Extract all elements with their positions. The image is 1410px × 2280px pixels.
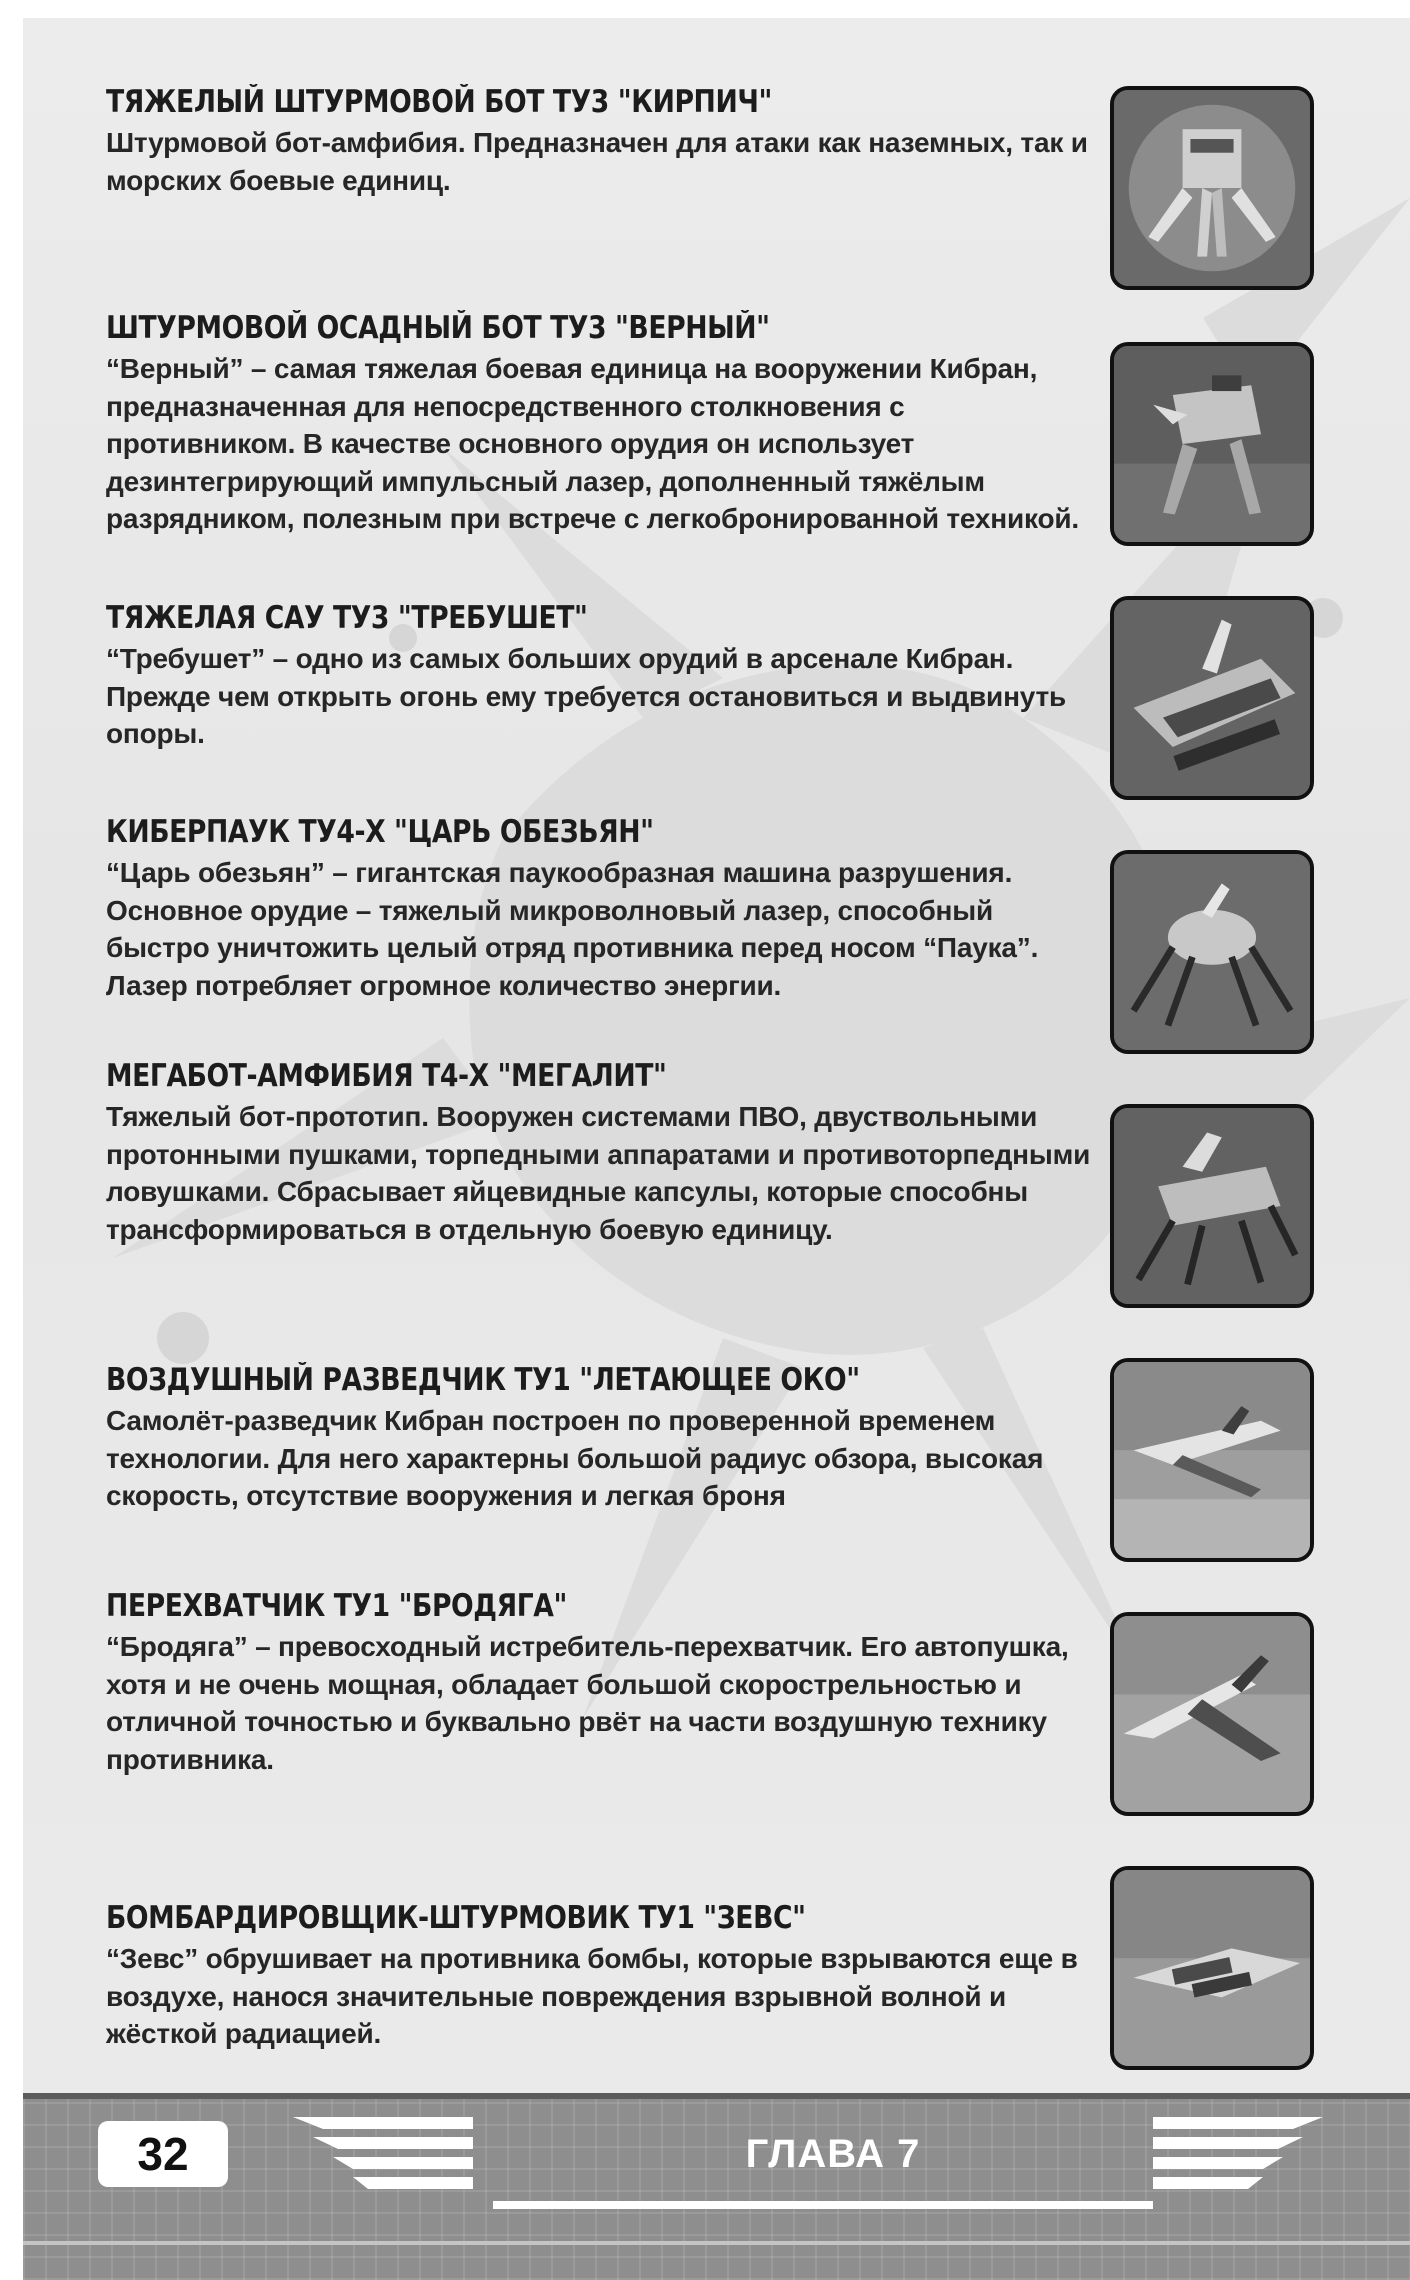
unit-title: ВОЗДУШНЫЙ РАЗВЕДЧИК ТУ1 "ЛЕТАЮЩЕЕ ОКО" [106,1362,860,1398]
air-scout-image [1110,1358,1314,1562]
cyber-spider-image [1110,850,1314,1054]
interceptor-image [1110,1612,1314,1816]
manual-page [23,18,1410,2280]
bomber-image [1110,1866,1314,2070]
unit-description: “Зевс” обрушивает на противника бомбы, которые взрываются еще в воздухе, нанося значительные повреждения взрывной волной и жёсткой радиацией. [106,1943,1078,2049]
page-number: 32 [98,2121,228,2187]
unit-entry-brodyaga [106,1588,1096,1778]
unit-entry-verny [106,310,1096,538]
right-stripes-decoration [1153,2117,1323,2193]
unit-description: Самолёт-разведчик Кибран построен по проверенной временем технологии. Для него характерны большой радиус обзора, высокая скорость, отсутствие вооружения и легкая броня [106,1405,1044,1511]
unit-title: ПЕРЕХВАТЧИК ТУ1 "БРОДЯГА" [106,1588,567,1624]
left-stripes-decoration [293,2117,473,2193]
unit-entry-zevs [106,1900,1096,2053]
heavy-assault-bot-image [1110,86,1314,290]
unit-description: “Верный” – самая тяжелая боевая единица на вооружении Кибран, предназначенная для непосредственного столкновения с противником. В качестве основного орудия он использует дезинтегрирующий импульсный лазер, дополненный тяжёлым разрядником, полезным при встрече с легкобронированной техникой. [106,353,1079,534]
unit-title: МЕГАБОТ-АМФИБИЯ Т4-Х "МЕГАЛИТ" [106,1058,667,1094]
unit-title: ТЯЖЕЛАЯ САУ ТУ3 "ТРЕБУШЕТ" [106,600,588,636]
unit-description: “Царь обезьян” – гигантская паукообразная машина разрушения. Основное орудие – тяжелый микроволновый лазер, способный быстро уничтожить целый отряд противника перед носом “Паука”. Лазер потребляет огромное количество энергии. [106,857,1039,1001]
unit-entry-tsar-obezyan [106,814,1096,1004]
unit-description: Тяжелый бот-прототип. Вооружен системами ПВО, двуствольными протонными пушками, торпедными аппаратами и противоторпедными ловушками. Сбрасывает яйцевидные капсулы, которые способны трансформироваться в отдельную боевую единицу. [106,1101,1091,1245]
unit-title: ТЯЖЕЛЫЙ ШТУРМОВОЙ БОТ ТУ3 "КИРПИЧ" [106,84,772,120]
footer-divider [23,2093,1410,2099]
page-footer [23,2093,1410,2280]
unit-entry-letayushchee-oko [106,1362,1096,1515]
footer-rule-lower [23,2241,1410,2245]
unit-description: “Бродяга” – превосходный истребитель-перехватчик. Его автопушка, хотя и не очень мощная, обладает большой скорострельностью и отличной точностью и буквально рвёт на части воздушную технику противника. [106,1631,1069,1775]
unit-description: “Требушет” – одно из самых больших орудий в арсенале Кибран. Прежде чем открыть огонь ему требуется остановиться и выдвинуть опоры. [106,643,1067,749]
unit-description: Штурмовой бот-амфибия. Предназначен для атаки как наземных, так и морских боевые единиц. [106,127,1088,196]
chapter-label: ГЛАВА 7 [745,2132,921,2176]
footer-rule [493,2201,1153,2209]
megabot-image [1110,1104,1314,1308]
siege-bot-image [1110,342,1314,546]
unit-entry-megalit [106,1058,1096,1248]
unit-title: ШТУРМОВОЙ ОСАДНЫЙ БОТ ТУ3 "ВЕРНЫЙ" [106,310,770,346]
unit-title: КИБЕРПАУК ТУ4-Х "ЦАРЬ ОБЕЗЬЯН" [106,814,654,850]
unit-title: БОМБАРДИРОВЩИК-ШТУРМОВИК ТУ1 "ЗЕВС" [106,1900,806,1936]
artillery-image [1110,596,1314,800]
unit-entry-kirpich [106,84,1096,199]
unit-entry-trebushet [106,600,1096,753]
